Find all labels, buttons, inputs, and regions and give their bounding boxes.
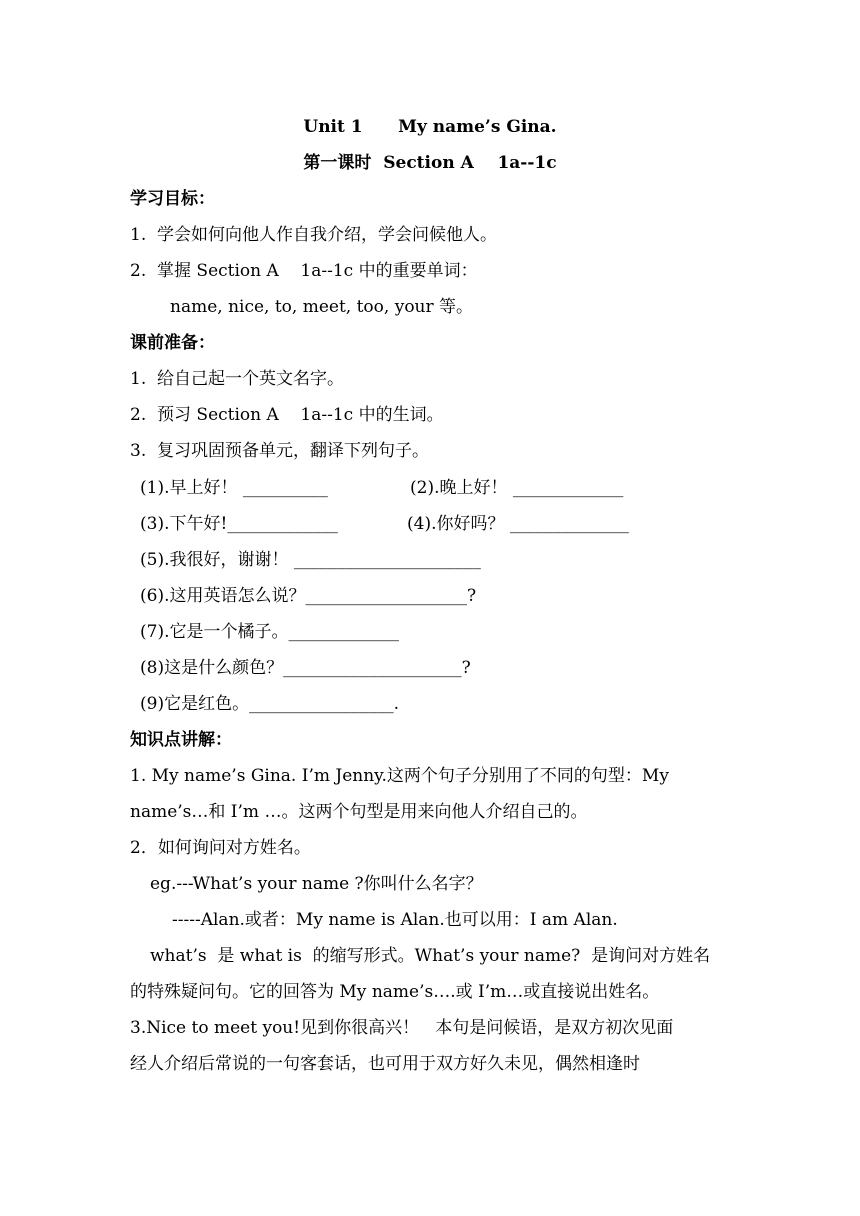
knowledge-line: 3.Nice to meet you!见到你很高兴！ 本句是问候语，是双方初次见面: [130, 1018, 674, 1038]
goal-item: 2. 掌握 Section A 1a--1c 中的重要单词：: [130, 261, 478, 281]
exercise-item: (3).下午好!_____________: [140, 514, 338, 534]
knowledge-line: 2．如何询问对方姓名。: [130, 838, 311, 858]
prep-item: 3. 复习巩固预备单元，翻译下列句子。: [130, 441, 430, 461]
page-title: Unit 1 My name’s Gina.: [303, 117, 557, 137]
page-subtitle: 第一课时 Section A 1a--1c: [303, 153, 557, 173]
exercise-item: (6).这用英语怎么说？___________________?: [140, 586, 477, 606]
exercise-item: (4).你好吗？ ______________: [407, 514, 629, 534]
exercise-item: (2).晚上好！ _____________: [410, 478, 624, 498]
exercise-item: (7).它是一个橘子。_____________: [140, 622, 399, 642]
exercise-item: (1).早上好！ __________: [140, 478, 328, 498]
knowledge-line: name’s…和 I’m …。这两个句型是用来向他人介绍自己的。: [130, 802, 588, 822]
knowledge-line: what’s 是 what is 的缩写形式。What’s your name? 是询问对方姓名: [150, 946, 711, 966]
goals-heading: 学习目标：: [130, 189, 215, 209]
prep-heading: 课前准备：: [130, 333, 215, 353]
knowledge-line: 经人介绍后常说的一句客套话，也可用于双方好久未见，偶然相逢时: [130, 1054, 640, 1074]
prep-item: 1. 给自己起一个英文名字。: [130, 369, 345, 389]
knowledge-line: eg.---What’s your name ?你叫什么名字？: [150, 874, 483, 894]
exercise-item: (5).我很好，谢谢！ ______________________: [140, 550, 481, 570]
knowledge-heading: 知识点讲解：: [130, 730, 232, 750]
knowledge-line: 1. My name’s Gina. I’m Jenny.这两个句子分别用了不同的句型：My: [130, 766, 669, 786]
knowledge-line: -----Alan.或者：My name is Alan.也可以用：I am Alan.: [172, 910, 618, 930]
exercise-item: (9)它是红色。_________________.: [140, 694, 399, 714]
goal-item: 1. 学会如何向他人作自我介绍，学会问候他人。: [130, 225, 498, 245]
exercise-item: (8)这是什么颜色？_____________________?: [140, 658, 471, 678]
knowledge-line: 的特殊疑问句。它的回答为 My name’s….或 I’m…或直接说出姓名。: [130, 982, 660, 1002]
goal-item: name, nice, to, meet, too, your 等。: [170, 297, 474, 317]
prep-item: 2. 预习 Section A 1a--1c 中的生词。: [130, 405, 444, 425]
